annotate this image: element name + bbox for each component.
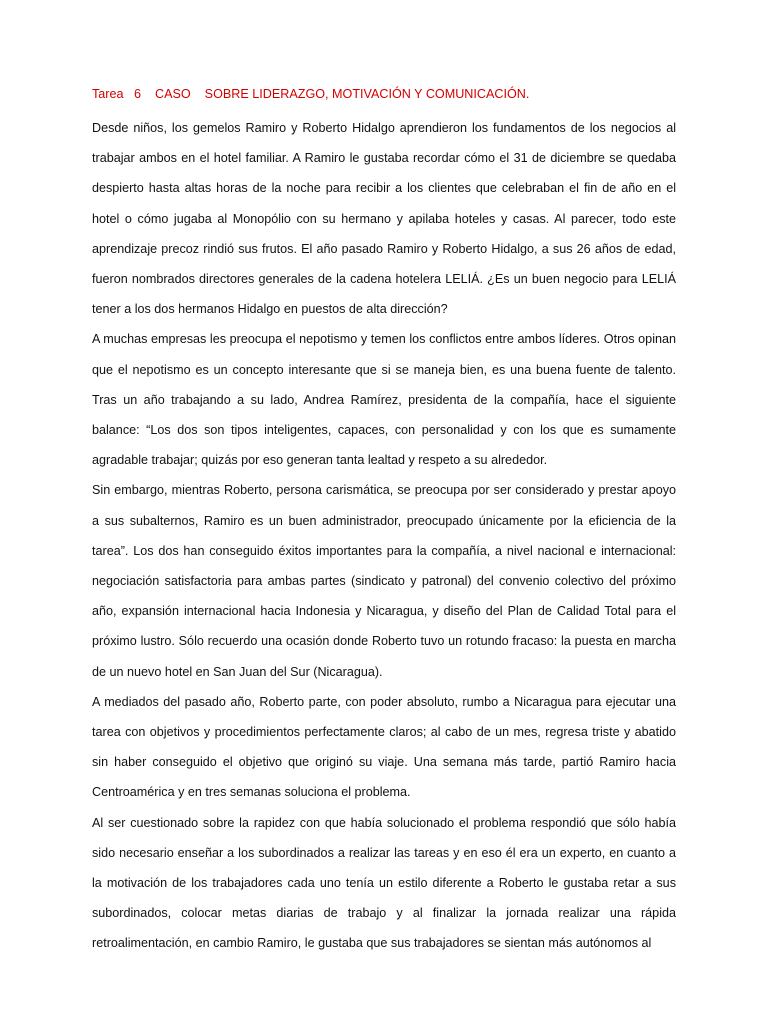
- paragraph-3: Sin embargo, mientras Roberto, persona carismática, se preocupa por ser considerado y prestar apoyo a sus subalternos, Ramiro es un buen administrador, preocupado únicamente por la eficiencia de la tarea”. Los dos han conseguido éxitos importantes para la compañía, a nivel nacional e internacional: negociación satisfactoria para ambas partes (sindicato y patronal) del convenio colectivo del próximo año, expansión internacional hacia Indonesia y Nicaragua, y diseño del Plan de Calidad Total para el próximo lustro. Sólo recuerdo una ocasión donde Roberto tuvo un rotundo fracaso: la puesta en marcha de un nuevo hotel en San Juan del Sur (Nicaragua).: [92, 483, 676, 679]
- paragraph-4: A mediados del pasado año, Roberto parte, con poder absoluto, rumbo a Nicaragua para ejecutar una tarea con objetivos y procedimientos perfectamente claros; al cabo de un mes, regresa triste y abatido sin haber conseguido el objetivo que originó su viaje. Una semana más tarde, partió Ramiro hacia Centroamérica y en tres semanas soluciona el problema.: [92, 694, 676, 800]
- document-body: [92, 84, 676, 959]
- paragraph-5: Al ser cuestionado sobre la rapidez con que había solucionado el problema respondió que sólo había sido necesario enseñar a los subordinados a realizar las tareas y en eso él era un experto, en cuanto a la motivación de los trabajadores cada uno tenía un estilo diferente a Roberto le gustaba retar a sus subordinados, colocar metas diarias de trabajo y al finalizar la jornada realizar una rápida retroalimentación, en cambio Ramiro, le gustaba que sus trabajadores se sientan más autónomos al: [92, 815, 676, 951]
- paragraph-1: Desde niños, los gemelos Ramiro y Roberto Hidalgo aprendieron los fundamentos de los negocios al trabajar ambos en el hotel familiar. A Ramiro le gustaba recordar cómo el 31 de diciembre se quedaba despierto hasta altas horas de la noche para recibir a los clientes que celebraban el fin de año en el hotel o cómo jugaba al Monopólio con su hermano y apilaba hoteles y casas. Al parecer, todo este aprendizaje precoz rindió sus frutos. El año pasado Ramiro y Roberto Hidalgo, a sus 26 años de edad, fueron nombrados directores generales de la cadena hotelera LELIÁ. ¿Es un buen negocio para LELIÁ tener a los dos hermanos Hidalgo en puestos de alta dirección?: [92, 121, 676, 317]
- paragraph-2: A muchas empresas les preocupa el nepotismo y temen los conflictos entre ambos líderes. Otros opinan que el nepotismo es un concepto interesante que si se maneja bien, es una buena fuente de talento. Tras un año trabajando a su lado, Andrea Ramírez, presidenta de la compañía, hace el siguiente balance: “Los dos son tipos inteligentes, capaces, con personalidad y con los que es sumamente agradable trabajar; quizás por eso generan tanta lealtad y respeto a su alrededor.: [92, 332, 676, 468]
- document-title: Tarea 6 CASO SOBRE LIDERAZGO, MOTIVACIÓN Y COMUNICACIÓN.: [92, 87, 530, 101]
